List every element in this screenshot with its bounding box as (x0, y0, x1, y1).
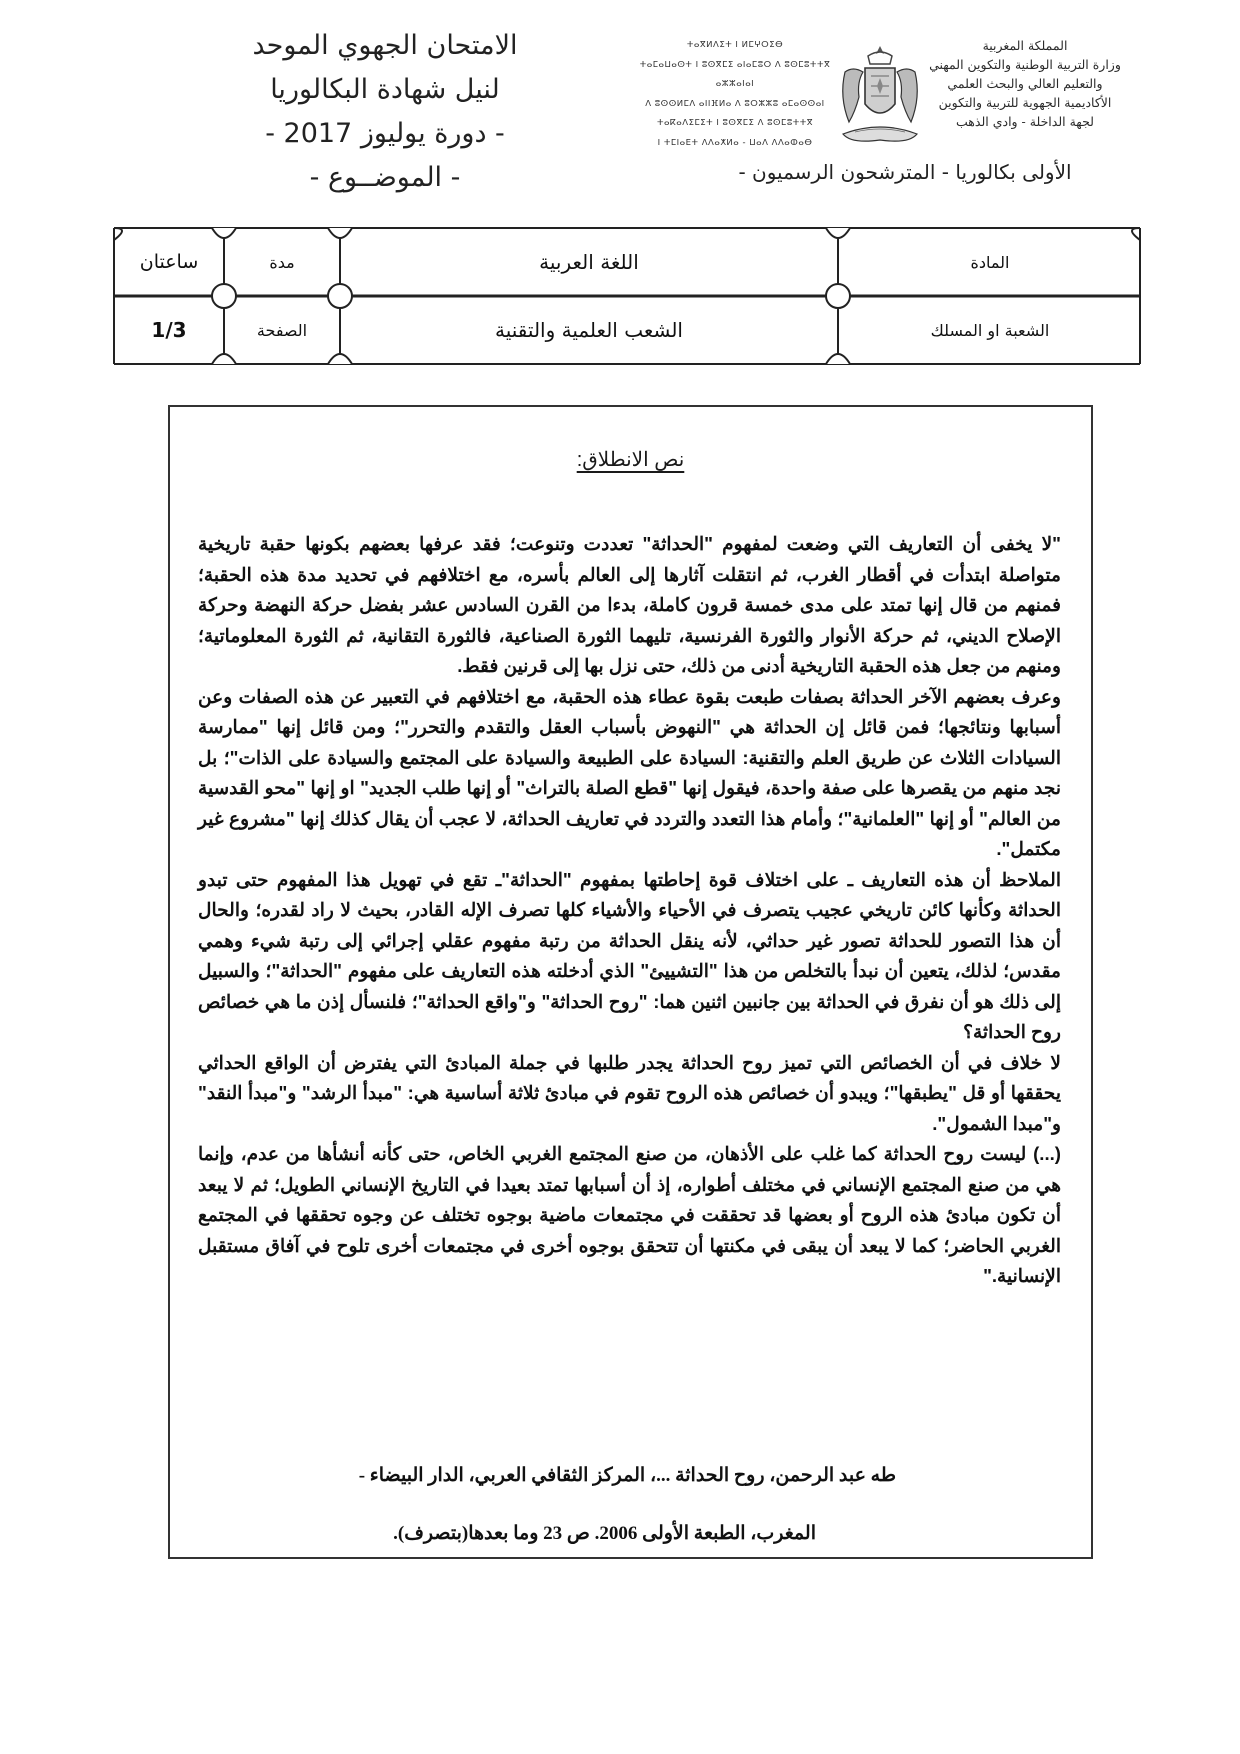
ministry-header (920, 36, 1130, 131)
passage-text (198, 529, 1061, 1292)
ministry-line: والتعليم العالي والبحث العلمي (947, 76, 1103, 91)
exam-info-table (112, 226, 1142, 366)
tifinagh-header (620, 36, 850, 153)
citation-line: طه عبد الرحمن، روح الحداثة ...، المركز الثقافي العربي، الدار البيضاء - (358, 1465, 896, 1486)
tifinagh-line: ⵜⴰⵎⴰⵡⴰⵙⵜ ⵏ ⵓⵙⴳⵎⵉ ⴰⵏⴰⵎⵓⵔ ⴷ ⵓⵙⵎⵓⵜⵜⴳ ⴰⵣⵣⴰⵏⴰⵏ (639, 59, 831, 89)
section-title: نص الانطلاق: (576, 449, 685, 471)
ministry-line: المملكة المغربية (982, 38, 1068, 53)
ministry-line: الأكاديمية الجهوية للتربية والتكوين (938, 95, 1112, 110)
stream-value: الشعب العلمية والتقنية (495, 318, 683, 342)
stream-label: الشعبة او المسلك (930, 320, 1050, 340)
duration-value: ساعتان (139, 251, 199, 273)
paragraph: (...) ليست روح الحداثة كما غلب على الأذهان، من صنع المجتمع الغربي الخاص، حتى كأنه أنشأها من عدم، وإنما هي من صنع المجتمع الإنساني في مختلف أطواره، إذ أن أسبابها تمتد بعيدا في التاريخ الإنساني الطويل؛ ثم لا يبعد أن تكون مبادئ هذه الروح أو بعضها قد تحققت في مجتمعات ماضية بوجوه تختلف عن وجوه تحققها في المجتمع الغربي الحاضر؛ كما لا يبعد أن يبقى في مكنتها أن تتحقق بوجوه أخرى في مجتمعات أخرى تلوح في آفاق مستقبل الإنسانية." (198, 1143, 1061, 1286)
candidates-line: الأولى بكالوريا - المترشحون الرسميون - (738, 160, 1072, 184)
exam-subtitle: لنيل شهادة البكالوريا (270, 74, 500, 105)
exam-session: - دورة يوليوز 2017 - (265, 118, 505, 149)
paragraph: الملاحظ أن هذه التعاريف ـ على اختلاف قوة إحاطتها بمفهوم "الحداثة"ـ تقع في تهويل هذا المفهوم حتى تبدو الحداثة وكأنها كائن تاريخي عجيب يتصرف في الأحياء والأشياء كلها تصرف الإله القادر، بحيث لا راد لقدره؛ والحال أن هذا التصور للحداثة تصور غير حداثي، لأنه ينقل الحداثة من رتبة مفهوم عقلي إجرائي إلى رتبة شيء وهمي مقدس؛ لذلك، يتعين أن نبدأ بالتخلص من هذا "التشييئ" الذي أدخلته هذه التعاريف على مفهوم "الحداثة"؛ والسبيل إلى ذلك هو أن نفرق في الحداثة بين جانبين اثنين هما: "روح الحداثة" و"واقع الحداثة"؛ فلنسأل إذن ما هي خصائص روح الحداثة؟ (198, 868, 1061, 1042)
exam-title: الامتحان الجهوي الموحد (252, 30, 518, 61)
page-number: 1/3 (151, 318, 187, 342)
tifinagh-line: ⵜⴰⴽⴰⴷⵉⵎⵉⵜ ⵏ ⵓⵙⴳⵎⵉ ⴷ ⵓⵙⵎⵓⵜⵜⴳ (656, 118, 814, 128)
paragraph: وعرف بعضهم الآخر الحداثة بصفات طبعت بقوة عطاء هذه الحقبة، مع اختلافهم في التعبير عن هذه الصفات وعن أسبابها ونتائجها؛ فمن قائل إن الحداثة هي "النهوض بأسباب العقل والتقدم والتحرر"؛ ومن قائل إنها "ممارسة السيادات الثلاث عن طريق العلم والتقنية: السيادة على الطبيعة والسيادة على المجتمع والسيادة على الذات"؛ بل نجد منهم من يقصرها على صفة واحدة، فيقول إنها "قطع الصلة بالتراث" أو إنها طلب الجديد" او إنها "محو القدسية من العالم" أو إنها "العلمانية"؛ وأمام هذا التعدد والتردد في تعاريف الحداثة، لا عجب أن يقال كذلك إنها "مشروع غير مكتمل". (198, 685, 1061, 859)
source-citation (196, 1447, 896, 1563)
paragraph: "لا يخفى أن التعاريف التي وضعت لمفهوم "الحداثة" تعددت وتنوعت؛ فقد عرفها بعضهم بكونها حقبة تاريخية متواصلة ابتدأت في أقطار الغرب، ثم انتقلت آثارها إلى العالم بأسره، مع اختلافهم في تحديد مدة هذه الحقبة؛ فمنهم من قال إنها تمتد على مدى خمسة قرون كاملة، بدءا من القرن السادس عشر بفضل حركة النهضة وحركة الإصلاح الديني، ثم حركة الأنوار والثورة الفرنسية، تليهما الثورة الصناعية، فالثورة التقانية، ثم الثورة المعلوماتية؛ ومنهم من جعل هذه الحقبة التاريخية أدنى من ذلك، حتى نزل بها إلى قرنين فقط. (198, 533, 1061, 676)
subject-value: اللغة العربية (539, 250, 639, 274)
exam-topic-label: - الموضــوع - (309, 162, 461, 193)
page-label: الصفحة (256, 320, 308, 340)
ministry-line: لجهة الداخلة - وادي الذهب (956, 114, 1094, 129)
tifinagh-line: ⵜⴰⴳⵍⴷⵉⵜ ⵏ ⵍⵎⵖⵔⵉⴱ (686, 40, 784, 50)
passage-box (168, 405, 1093, 1559)
tifinagh-line: ⵏ ⵜⵎⵏⴰⴹⵜ ⴷⴷⴰⵅⵍⴰ - ⵡⴰⴷ ⴷⴷⴰⵀⴰⴱ (657, 137, 813, 148)
paragraph: لا خلاف في أن الخصائص التي تميز روح الحداثة يجدر طلبها في جملة المبادئ التي يفترض أن الواقع الحداثي يحققها أو قل "يطبقها"؛ ويبدو أن خصائص هذه الروح تقوم في مبادئ ثلاثة أساسية هي: "مبدأ الرشد" و"مبدأ النقد" و"مبدا الشمول". (198, 1051, 1061, 1134)
ministry-line: وزارة التربية الوطنية والتكوين المهني (929, 57, 1121, 72)
subject-label: المادة (970, 252, 1010, 272)
citation-line: المغرب، الطبعة الأولى 2006. ص 23 وما بعدها(بتصرف). (393, 1523, 816, 1544)
duration-label: مدة (269, 252, 295, 272)
tifinagh-line: ⴷ ⵓⵙⵙⵍⵎⴷ ⴰⵏⵏⴼⵍⴰ ⴷ ⵓⵔⵣⵣⵓ ⴰⵎⴰⵙⵙⴰⵏ (645, 98, 825, 109)
exam-title-block (220, 24, 550, 200)
